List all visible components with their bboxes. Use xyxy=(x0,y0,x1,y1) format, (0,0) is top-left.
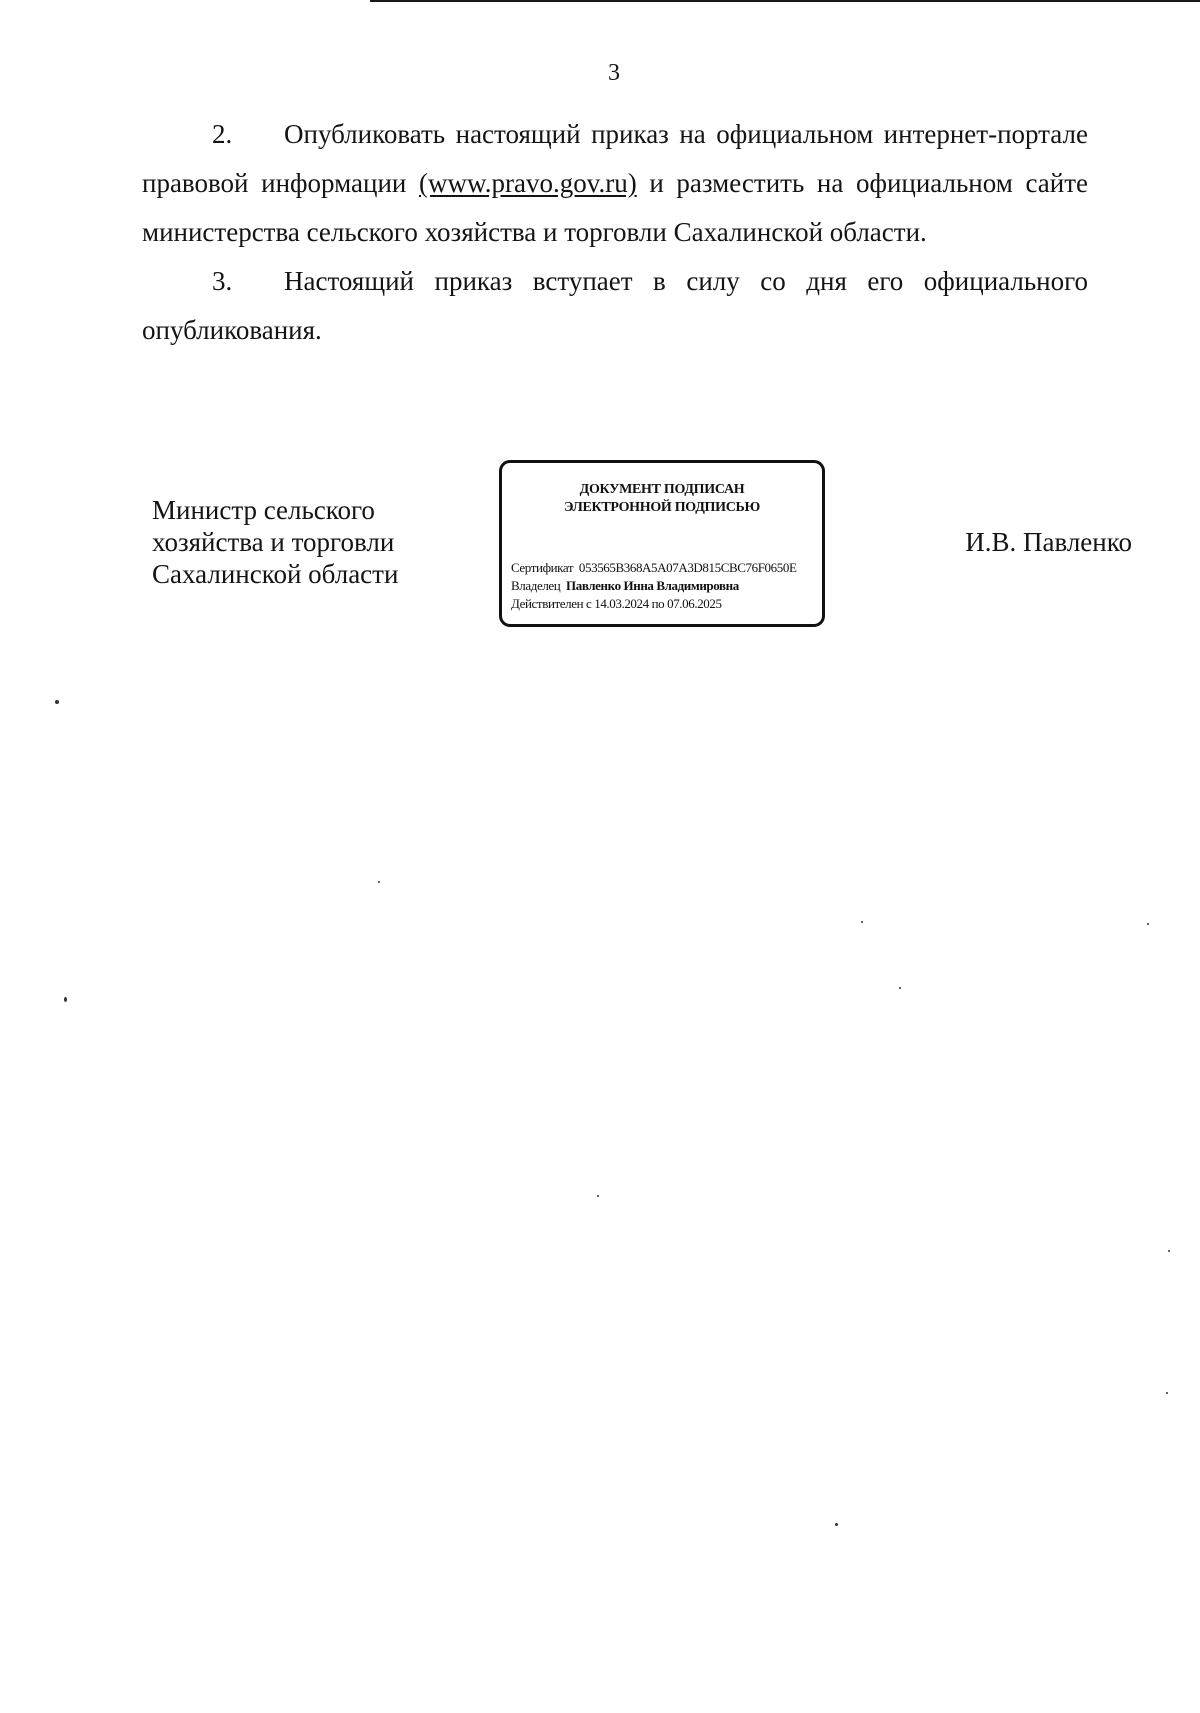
scan-speck xyxy=(1168,1250,1170,1252)
stamp-details xyxy=(511,559,797,613)
page-number: 3 xyxy=(608,60,620,86)
signatory-position xyxy=(152,494,398,590)
scan-speck xyxy=(55,700,59,704)
signatory-name: И.В. Павленко xyxy=(965,527,1132,557)
certificate-value: 053565B368A5A07A3D815CBC76F0650E xyxy=(578,560,797,575)
document-body xyxy=(142,110,1088,355)
page-top-rule xyxy=(370,0,1200,2)
scan-speck xyxy=(1166,1392,1168,1394)
scan-speck xyxy=(597,1195,599,1197)
stamp-title xyxy=(502,481,822,517)
pravo-portal-link[interactable]: (www.pravo.gov.ru) xyxy=(419,168,637,198)
signatory-position-line: Сахалинской области xyxy=(152,559,399,589)
scan-speck xyxy=(835,1523,838,1526)
scan-speck xyxy=(1147,923,1149,925)
scan-speck xyxy=(64,997,67,1002)
paragraph-text-continued: и разместить на официальном сайте министерства сельского хозяйства и торговли Сахалинской области. xyxy=(142,168,1088,247)
paragraph-number: 3. xyxy=(212,266,233,296)
scan-speck xyxy=(861,921,863,923)
scan-speck xyxy=(378,881,380,883)
signatory-position-line: хозяйства и торговли xyxy=(152,527,395,557)
paragraph-number: 2. xyxy=(212,119,233,149)
stamp-title-line: ДОКУМЕНТ ПОДПИСАН xyxy=(579,482,745,497)
owner-label: Владелец xyxy=(511,578,561,593)
electronic-signature-stamp xyxy=(499,460,825,627)
paragraph-3 xyxy=(142,257,1088,355)
paragraph-2 xyxy=(142,110,1088,257)
certificate-label: Сертификат xyxy=(511,560,574,575)
signatory-position-line: Министр сельского xyxy=(152,495,375,525)
stamp-validity: Действителен с 14.03.2024 по 07.06.2025 xyxy=(511,596,722,611)
stamp-owner xyxy=(511,577,797,595)
stamp-certificate xyxy=(511,559,797,577)
owner-value: Павленко Инна Владимировна xyxy=(566,578,739,593)
paragraph-text: Опубликовать настоящий приказ на официальном интернет-портале правовой информации xyxy=(142,119,1088,198)
stamp-title-line: ЭЛЕКТРОННОЙ ПОДПИСЬЮ xyxy=(564,500,760,515)
paragraph-text: Настоящий приказ вступает в силу со дня его официального опубликования. xyxy=(142,266,1088,345)
scan-speck xyxy=(899,987,901,989)
